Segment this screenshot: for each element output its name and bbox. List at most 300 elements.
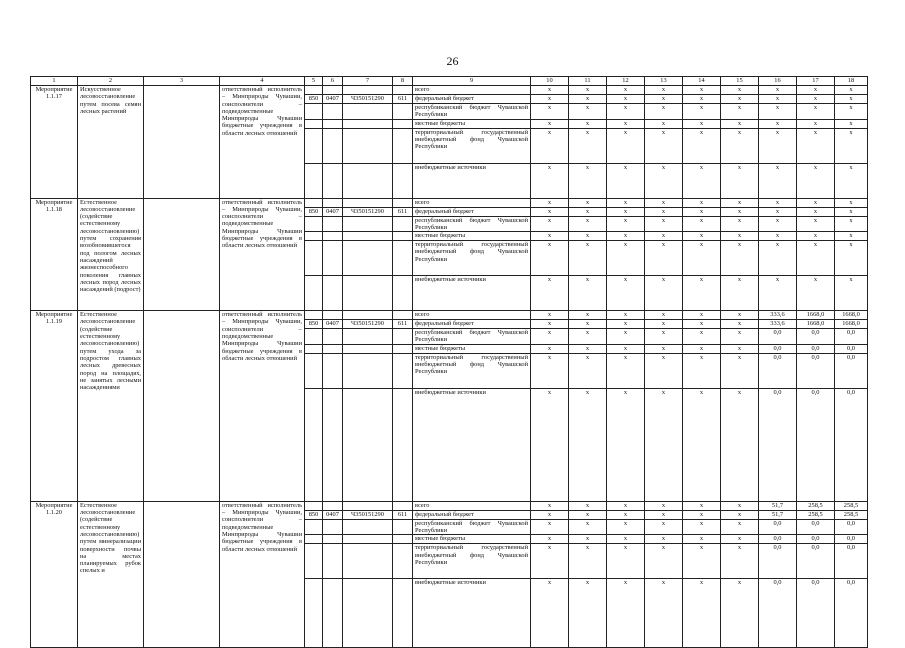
event-name: Естественное лесовосстановление (содействие естественному лесовосстановлению) путем минерализации поверхности почвы на местах планируемых рубок спелых и xyxy=(78,501,144,648)
value-cell: x xyxy=(721,216,759,232)
code-rz xyxy=(323,86,343,95)
value-cell: x xyxy=(645,216,683,232)
executor-cell: ответственный исполнитель – Минприроды Чувашии, соисполнители – подведомственные Минприроды Чувашии бюджетные учреждения в области лесных отношений xyxy=(220,501,305,648)
value-cell: x xyxy=(569,579,607,648)
value-cell: x xyxy=(721,207,759,216)
value-cell: x xyxy=(607,320,645,329)
value-cell: x xyxy=(531,535,569,544)
value-cell: x xyxy=(531,128,569,163)
value-cell: x xyxy=(569,544,607,579)
value-cell: x xyxy=(759,128,797,163)
value-cell: x xyxy=(683,128,721,163)
value-cell: x xyxy=(645,388,683,501)
value-cell: x xyxy=(607,128,645,163)
code-rz xyxy=(323,198,343,207)
value-cell: 0,0 xyxy=(797,353,835,388)
value-cell: 0,0 xyxy=(835,344,868,353)
value-cell: 0,0 xyxy=(759,519,797,535)
code-rz xyxy=(323,241,343,276)
value-cell: x xyxy=(797,128,835,163)
column-header: 10 xyxy=(531,77,569,86)
code-grbs xyxy=(305,311,323,320)
value-cell: x xyxy=(569,519,607,535)
value-cell: 1668,0 xyxy=(797,320,835,329)
source-label: местные бюджеты xyxy=(413,535,531,544)
code-csr xyxy=(343,544,393,579)
code-vr xyxy=(393,344,413,353)
code-vr xyxy=(393,311,413,320)
code-csr xyxy=(343,535,393,544)
code-vr xyxy=(393,353,413,388)
value-cell: 0,0 xyxy=(759,388,797,501)
table-row xyxy=(31,198,868,207)
value-cell: x xyxy=(531,232,569,241)
code-grbs xyxy=(305,163,323,198)
code-csr xyxy=(343,519,393,535)
value-cell: x xyxy=(645,119,683,128)
value-cell: x xyxy=(569,241,607,276)
column-header: 2 xyxy=(78,77,144,86)
value-cell: x xyxy=(645,232,683,241)
value-cell: 0,0 xyxy=(835,329,868,345)
value-cell: 51,7 xyxy=(759,510,797,519)
value-cell: x xyxy=(645,329,683,345)
value-cell: x xyxy=(645,311,683,320)
value-cell: x xyxy=(721,119,759,128)
value-cell: x xyxy=(797,198,835,207)
value-cell: x xyxy=(645,579,683,648)
column-header: 1 xyxy=(31,77,78,86)
value-cell: x xyxy=(759,241,797,276)
value-cell: 0,0 xyxy=(797,579,835,648)
value-cell: x xyxy=(569,344,607,353)
value-cell: x xyxy=(683,198,721,207)
value-cell: x xyxy=(683,207,721,216)
source-label: федеральный бюджет xyxy=(413,510,531,519)
code-csr xyxy=(343,104,393,120)
source-label: всего xyxy=(413,86,531,95)
code-rz: 0407 xyxy=(323,510,343,519)
code-csr xyxy=(343,119,393,128)
source-label: территориальный государственный внебюджетный фонд Чувашской Республики xyxy=(413,128,531,163)
value-cell: x xyxy=(607,216,645,232)
column-header: 5 xyxy=(305,77,323,86)
source-label: всего xyxy=(413,311,531,320)
source-label: всего xyxy=(413,501,531,510)
source-label: федеральный бюджет xyxy=(413,95,531,104)
value-cell: x xyxy=(531,329,569,345)
code-rz xyxy=(323,216,343,232)
source-label: внебюджетные источники xyxy=(413,388,531,501)
value-cell: x xyxy=(607,501,645,510)
value-cell: x xyxy=(569,163,607,198)
code-csr xyxy=(343,329,393,345)
value-cell: x xyxy=(569,320,607,329)
value-cell: x xyxy=(835,198,868,207)
code-grbs xyxy=(305,86,323,95)
value-cell: x xyxy=(797,86,835,95)
value-cell: x xyxy=(569,311,607,320)
value-cell: x xyxy=(531,95,569,104)
event-name: Искусственное лесовосстановление путем посева семян лесных растений xyxy=(78,86,144,199)
code-csr xyxy=(343,353,393,388)
value-cell: x xyxy=(645,544,683,579)
value-cell: x xyxy=(607,535,645,544)
code-csr: Ч350151290 xyxy=(343,320,393,329)
value-cell: x xyxy=(835,86,868,95)
column-header: 3 xyxy=(144,77,220,86)
value-cell: x xyxy=(721,510,759,519)
source-label: федеральный бюджет xyxy=(413,207,531,216)
value-cell: x xyxy=(759,86,797,95)
value-cell: x xyxy=(531,388,569,501)
code-rz xyxy=(323,535,343,544)
column-header: 9 xyxy=(413,77,531,86)
value-cell: x xyxy=(683,104,721,120)
value-cell: x xyxy=(683,519,721,535)
code-vr xyxy=(393,86,413,95)
value-cell: x xyxy=(683,216,721,232)
code-csr xyxy=(343,276,393,311)
value-cell: x xyxy=(721,353,759,388)
value-cell: x xyxy=(797,232,835,241)
column-header: 16 xyxy=(759,77,797,86)
code-csr xyxy=(343,241,393,276)
value-cell: x xyxy=(569,86,607,95)
code-csr xyxy=(343,198,393,207)
value-cell: x xyxy=(721,519,759,535)
value-cell: 258,5 xyxy=(797,501,835,510)
code-grbs xyxy=(305,501,323,510)
code-csr xyxy=(343,86,393,95)
code-csr xyxy=(343,128,393,163)
value-cell: x xyxy=(683,276,721,311)
value-cell: x xyxy=(721,198,759,207)
code-vr xyxy=(393,198,413,207)
code-csr xyxy=(343,216,393,232)
value-cell: x xyxy=(759,232,797,241)
value-cell: x xyxy=(531,216,569,232)
code-csr xyxy=(343,311,393,320)
value-cell: x xyxy=(607,544,645,579)
value-cell: x xyxy=(721,329,759,345)
value-cell: 258,5 xyxy=(835,501,868,510)
value-cell: x xyxy=(721,544,759,579)
code-rz xyxy=(323,276,343,311)
value-cell: 0,0 xyxy=(797,535,835,544)
code-csr xyxy=(343,344,393,353)
value-cell: x xyxy=(683,119,721,128)
value-cell: x xyxy=(531,501,569,510)
value-cell: x xyxy=(607,198,645,207)
value-cell: x xyxy=(759,104,797,120)
value-cell: x xyxy=(607,232,645,241)
value-cell: x xyxy=(531,198,569,207)
source-label: республиканский бюджет Чувашской Республики xyxy=(413,329,531,345)
code-csr xyxy=(343,579,393,648)
value-cell: x xyxy=(683,329,721,345)
value-cell: 0,0 xyxy=(797,329,835,345)
code-rz xyxy=(323,388,343,501)
code-vr xyxy=(393,276,413,311)
value-cell: x xyxy=(721,104,759,120)
code-grbs xyxy=(305,128,323,163)
table-row xyxy=(31,86,868,95)
value-cell: x xyxy=(607,119,645,128)
code-rz xyxy=(323,353,343,388)
value-cell: x xyxy=(683,353,721,388)
value-cell: x xyxy=(683,86,721,95)
code-rz xyxy=(323,104,343,120)
value-cell: x xyxy=(569,353,607,388)
value-cell: x xyxy=(607,311,645,320)
code-vr xyxy=(393,388,413,501)
executor-cell: ответственный исполнитель – Минприроды Чувашии, соисполнители – подведомственные Минприроды Чувашии бюджетные учреждения в области лесных отношений xyxy=(220,86,305,199)
source-label: местные бюджеты xyxy=(413,232,531,241)
value-cell: x xyxy=(645,163,683,198)
value-cell: x xyxy=(607,344,645,353)
empty-cell xyxy=(144,198,220,311)
code-grbs xyxy=(305,276,323,311)
value-cell: x xyxy=(683,95,721,104)
event-name: Естественное лесовосстановление (содействие естественному лесовосстановлению) путем ухода за подростом главных лесных древесных пород на площадях, не занятых лесными насаждениями xyxy=(78,311,144,502)
value-cell: x xyxy=(683,241,721,276)
value-cell: 51,7 xyxy=(759,501,797,510)
code-rz xyxy=(323,163,343,198)
code-grbs xyxy=(305,119,323,128)
source-label: всего xyxy=(413,198,531,207)
column-header: 11 xyxy=(569,77,607,86)
value-cell: x xyxy=(721,86,759,95)
value-cell: x xyxy=(531,353,569,388)
source-label: республиканский бюджет Чувашской Республики xyxy=(413,104,531,120)
column-header: 4 xyxy=(220,77,305,86)
value-cell: x xyxy=(835,128,868,163)
value-cell: x xyxy=(569,535,607,544)
value-cell: 0,0 xyxy=(835,388,868,501)
value-cell: x xyxy=(569,119,607,128)
value-cell: x xyxy=(607,241,645,276)
value-cell: x xyxy=(607,510,645,519)
column-header: 14 xyxy=(683,77,721,86)
value-cell: x xyxy=(721,163,759,198)
event-id: Мероприятие 1.1.20 xyxy=(31,501,78,648)
value-cell: x xyxy=(645,276,683,311)
event-id: Мероприятие 1.1.18 xyxy=(31,198,78,311)
value-cell: x xyxy=(645,198,683,207)
value-cell: x xyxy=(569,510,607,519)
value-cell: x xyxy=(645,104,683,120)
column-header: 17 xyxy=(797,77,835,86)
source-label: республиканский бюджет Чувашской Республики xyxy=(413,519,531,535)
value-cell: x xyxy=(569,198,607,207)
value-cell: x xyxy=(607,329,645,345)
code-csr xyxy=(343,232,393,241)
source-label: местные бюджеты xyxy=(413,119,531,128)
value-cell: x xyxy=(721,276,759,311)
code-grbs: 850 xyxy=(305,510,323,519)
code-vr xyxy=(393,119,413,128)
value-cell: x xyxy=(607,579,645,648)
budget-table xyxy=(30,76,868,648)
value-cell: x xyxy=(531,207,569,216)
value-cell: x xyxy=(683,535,721,544)
code-csr xyxy=(343,388,393,501)
value-cell: x xyxy=(531,579,569,648)
value-cell: 0,0 xyxy=(759,535,797,544)
code-csr xyxy=(343,163,393,198)
value-cell: 0,0 xyxy=(759,329,797,345)
value-cell: x xyxy=(835,163,868,198)
value-cell: x xyxy=(607,86,645,95)
column-header: 15 xyxy=(721,77,759,86)
code-grbs: 850 xyxy=(305,207,323,216)
event-id: Мероприятие 1.1.19 xyxy=(31,311,78,502)
value-cell: x xyxy=(531,86,569,95)
code-grbs xyxy=(305,353,323,388)
code-vr xyxy=(393,241,413,276)
value-cell: x xyxy=(721,579,759,648)
value-cell: 1668,0 xyxy=(835,320,868,329)
source-label: местные бюджеты xyxy=(413,344,531,353)
executor-cell: ответственный исполнитель – Минприроды Чувашии, соисполнители – подведомственные Минприроды Чувашии бюджетные учреждения в области лесных отношений xyxy=(220,198,305,311)
value-cell: x xyxy=(645,344,683,353)
code-rz xyxy=(323,311,343,320)
value-cell: x xyxy=(607,353,645,388)
code-rz xyxy=(323,501,343,510)
code-grbs xyxy=(305,104,323,120)
value-cell: x xyxy=(645,535,683,544)
value-cell: 333,6 xyxy=(759,320,797,329)
value-cell: x xyxy=(835,241,868,276)
code-rz xyxy=(323,119,343,128)
value-cell: x xyxy=(607,163,645,198)
value-cell: x xyxy=(835,232,868,241)
value-cell: x xyxy=(797,216,835,232)
value-cell: x xyxy=(797,207,835,216)
source-label: внебюджетные источники xyxy=(413,276,531,311)
value-cell: 0,0 xyxy=(797,388,835,501)
code-grbs xyxy=(305,344,323,353)
value-cell: x xyxy=(683,579,721,648)
code-rz xyxy=(323,232,343,241)
code-grbs: 850 xyxy=(305,320,323,329)
event-id: Мероприятие 1.1.17 xyxy=(31,86,78,199)
value-cell: x xyxy=(835,276,868,311)
value-cell: x xyxy=(531,320,569,329)
value-cell: x xyxy=(645,86,683,95)
code-rz xyxy=(323,579,343,648)
code-rz: 0407 xyxy=(323,320,343,329)
code-vr xyxy=(393,232,413,241)
value-cell: x xyxy=(645,519,683,535)
value-cell: 333,6 xyxy=(759,311,797,320)
value-cell: x xyxy=(569,207,607,216)
column-header: 6 xyxy=(323,77,343,86)
code-vr: 611 xyxy=(393,320,413,329)
table-row xyxy=(31,501,868,510)
code-rz: 0407 xyxy=(323,207,343,216)
code-grbs xyxy=(305,232,323,241)
value-cell: x xyxy=(721,232,759,241)
value-cell: x xyxy=(835,207,868,216)
value-cell: 0,0 xyxy=(759,579,797,648)
value-cell: x xyxy=(683,388,721,501)
value-cell: x xyxy=(683,232,721,241)
source-label: территориальный государственный внебюджетный фонд Чувашской Республики xyxy=(413,241,531,276)
value-cell: x xyxy=(721,344,759,353)
value-cell: x xyxy=(721,535,759,544)
code-rz xyxy=(323,519,343,535)
column-header: 18 xyxy=(835,77,868,86)
value-cell: 258,5 xyxy=(797,510,835,519)
code-rz: 0407 xyxy=(323,95,343,104)
value-cell: x xyxy=(835,95,868,104)
column-header: 8 xyxy=(393,77,413,86)
value-cell: 0,0 xyxy=(759,544,797,579)
value-cell: x xyxy=(645,353,683,388)
value-cell: x xyxy=(531,544,569,579)
source-label: территориальный государственный внебюджетный фонд Чувашской Республики xyxy=(413,353,531,388)
value-cell: x xyxy=(531,510,569,519)
executor-cell: ответственный исполнитель – Минприроды Чувашии, соисполнители – подведомственные Минприроды Чувашии бюджетные учреждения в области лесных отношений xyxy=(220,311,305,502)
page-number: 26 xyxy=(446,54,459,68)
value-cell: 0,0 xyxy=(759,344,797,353)
code-rz xyxy=(323,128,343,163)
value-cell: x xyxy=(645,128,683,163)
value-cell: x xyxy=(721,320,759,329)
column-header: 12 xyxy=(607,77,645,86)
code-rz xyxy=(323,544,343,579)
code-grbs xyxy=(305,388,323,501)
code-grbs xyxy=(305,329,323,345)
code-vr xyxy=(393,544,413,579)
code-vr xyxy=(393,501,413,510)
value-cell: x xyxy=(607,388,645,501)
value-cell: 1668,0 xyxy=(797,311,835,320)
value-cell: x xyxy=(759,119,797,128)
empty-cell xyxy=(144,501,220,648)
value-cell: x xyxy=(607,207,645,216)
source-label: территориальный государственный внебюджетный фонд Чувашской Республики xyxy=(413,544,531,579)
value-cell: 0,0 xyxy=(797,544,835,579)
value-cell: x xyxy=(531,311,569,320)
value-cell: x xyxy=(797,95,835,104)
value-cell: x xyxy=(569,276,607,311)
value-cell: x xyxy=(683,544,721,579)
value-cell: 1668,0 xyxy=(835,311,868,320)
header-row xyxy=(31,77,868,86)
value-cell: x xyxy=(683,510,721,519)
value-cell: x xyxy=(531,241,569,276)
value-cell: x xyxy=(759,163,797,198)
value-cell: x xyxy=(721,128,759,163)
value-cell: x xyxy=(835,216,868,232)
value-cell: x xyxy=(721,95,759,104)
code-csr: Ч350151290 xyxy=(343,510,393,519)
value-cell: x xyxy=(721,501,759,510)
value-cell: x xyxy=(645,241,683,276)
value-cell: x xyxy=(683,344,721,353)
column-header: 13 xyxy=(645,77,683,86)
code-vr xyxy=(393,329,413,345)
code-grbs xyxy=(305,579,323,648)
value-cell: x xyxy=(797,163,835,198)
table-row xyxy=(31,311,868,320)
value-cell: x xyxy=(607,95,645,104)
code-rz xyxy=(323,329,343,345)
value-cell: x xyxy=(531,344,569,353)
